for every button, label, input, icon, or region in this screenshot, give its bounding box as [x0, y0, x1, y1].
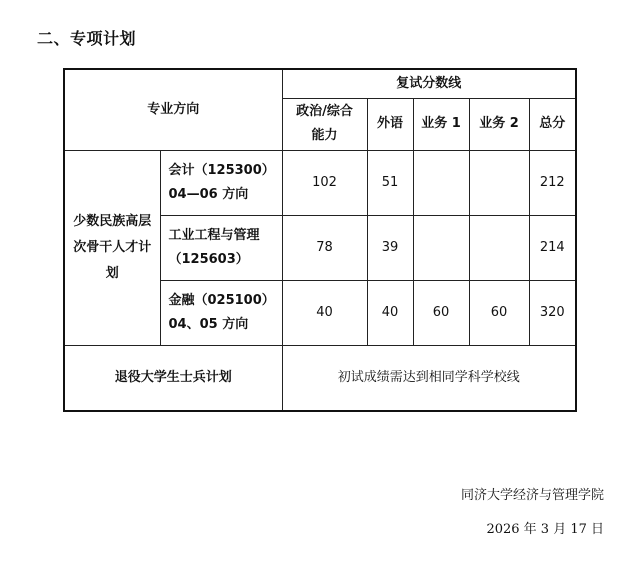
major-cell	[160, 215, 282, 280]
header-subject2: 业务 2	[469, 98, 529, 150]
score-politics: 78	[282, 215, 367, 280]
table-row	[64, 345, 576, 411]
header-foreign: 外语	[367, 98, 413, 150]
score-foreign: 40	[367, 280, 413, 345]
score-subject1	[413, 215, 469, 280]
score-foreign: 51	[367, 150, 413, 215]
header-subject1: 业务 1	[413, 98, 469, 150]
header-direction: 专业方向	[64, 69, 282, 150]
score-total: 212	[529, 150, 576, 215]
header-politics-line1: 政治/综合	[296, 104, 353, 119]
veteran-value: 初试成绩需达到相同学科学校线	[282, 345, 576, 411]
major-line1: 会计（125300）	[168, 162, 275, 178]
major-line2: 04、05 方向	[168, 316, 249, 332]
footer-date: 2026 年 3 月 17 日	[486, 522, 604, 537]
table-row	[64, 150, 576, 215]
veteran-label: 退役大学生士兵计划	[64, 345, 282, 411]
score-total: 214	[529, 215, 576, 280]
score-foreign: 39	[367, 215, 413, 280]
score-total: 320	[529, 280, 576, 345]
score-subject1: 60	[413, 280, 469, 345]
header-politics	[282, 98, 367, 150]
score-subject2	[469, 215, 529, 280]
score-subject2: 60	[469, 280, 529, 345]
major-line1: 工业工程与管理	[168, 227, 260, 243]
major-line2: 04—06 方向	[168, 186, 249, 202]
major-cell	[160, 150, 282, 215]
header-politics-line2: 能力	[311, 128, 338, 143]
score-table	[63, 68, 577, 412]
major-line1: 金融（025100）	[168, 292, 275, 308]
major-line2: （125603）	[168, 251, 249, 267]
program-name-cell: 少数民族高层次骨干人才计划	[64, 150, 160, 345]
header-total: 总分	[529, 98, 576, 150]
header-retest-line: 复试分数线	[282, 69, 576, 98]
score-subject1	[413, 150, 469, 215]
score-politics: 102	[282, 150, 367, 215]
major-cell	[160, 280, 282, 345]
section-heading: 二、专项计划	[37, 29, 137, 48]
score-subject2	[469, 150, 529, 215]
footer-institution: 同济大学经济与管理学院	[460, 488, 604, 503]
score-politics: 40	[282, 280, 367, 345]
